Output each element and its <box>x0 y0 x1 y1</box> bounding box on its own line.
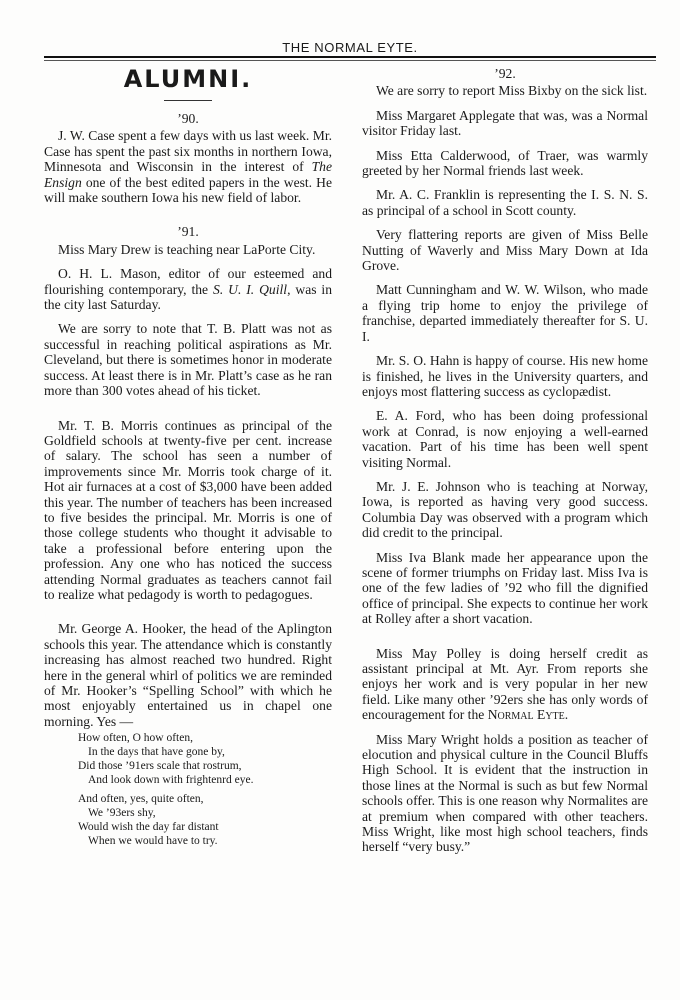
right-column <box>362 64 648 864</box>
title-divider <box>164 100 212 101</box>
publication-title: S. U. I. <box>213 281 255 297</box>
publication-title: The Ensign <box>44 159 332 190</box>
paragraph-blank: Miss Iva Blank made her appearance upon the scene of former triumphs on Friday last. Miss Iva is one of the few ladies of ’92 who fill the dignified office of principal. She expects to continue her work at Rolley after a short vacation. <box>362 549 648 627</box>
paragraph-text: O. H. L. Mason, editor of our esteemed and flourishing contemporary, the <box>44 266 332 297</box>
poem-line: When we would have to try. <box>88 835 218 848</box>
paragraph-case <box>44 128 332 205</box>
poem-stanza <box>78 792 332 848</box>
poem-line: Did those ’91ers scale that rostrum, <box>78 760 242 773</box>
paragraph-johnson: Mr. J. E. Johnson who is teaching at Norway, Iowa, is reported as having very good success. Columbia Day was observed with a program which did credit to the principal. <box>362 478 648 541</box>
poem-line: And often, yes, quite often, <box>78 793 204 806</box>
spacer <box>44 214 332 224</box>
paragraph-bixby: We are sorry to report Miss Bixby on the sick list. <box>376 83 648 99</box>
paragraph-drew: Miss Mary Drew is teaching near LaPorte City. <box>58 241 316 257</box>
paragraph-ford: E. A. Ford, who has been doing professional work at Conrad, is now enjoying a well-earned vacation. Part of his time has been well spent visiting Normal. <box>362 408 648 470</box>
paragraph-franklin: Mr. A. C. Franklin is representing the I. S. N. S. as principal of a school in Scott county. <box>362 187 648 218</box>
poem-line: And look down with frightenrd eye. <box>88 774 254 787</box>
poem-line: In the days that have gone by, <box>88 746 225 759</box>
paragraph-nutting: Very flattering reports are given of Miss Belle Nutting of Waverly and Miss Mary Down at Ida Grove. <box>362 227 648 274</box>
paragraph-mason <box>44 266 332 312</box>
year-heading-91: ’91. <box>177 224 199 240</box>
publication-title: Quill <box>259 281 288 297</box>
poem-line: How often, O how often, <box>78 732 193 745</box>
paragraph-text: J. W. Case spent a few days with us last week. Mr. Case has spent the past six months in northern Iowa, Minnesota and Wisconsin in the interest of <box>44 128 332 175</box>
poem <box>78 731 332 848</box>
left-column <box>44 64 332 853</box>
paragraph-hahn: Mr. S. O. Hahn is happy of course. His new home is finished, he lives in the University quarters, and enjoys most flattering success as cyclopædist. <box>362 353 648 399</box>
spacer <box>44 611 332 621</box>
paragraph-platt: We are sorry to note that T. B. Platt was not as successful in reaching political aspirations as Mr. Cleveland, but there is sometimes honor in moderate success. At least there is in Mr. Platt’s case as he ran more than 300 votes ahead of his ticket. <box>44 321 332 399</box>
paragraph-cunningham: Matt Cunningham and W. W. Wilson, who made a flying trip home to enjoy the privilege of franchise, departed immediately thereafter for S. U. I. <box>362 282 648 344</box>
paragraph-polley <box>362 646 648 723</box>
paragraph-calderwood: Miss Etta Calderwood, of Traer, was warmly greeted by her Normal friends last week. <box>362 147 648 179</box>
paragraph-morris: Mr. T. B. Morris continues as principal of the Goldfield schools at twenty-five per cent. increase of salary. The school has seen a number of improvements since Mr. Morris took charge of it. Hot air furnaces at a cost of $3,000 have been added this year. The number of teachers has been increased to five besides the principal. Mr. Morris is one of those college students who thought it advisable to take a professional before entering upon the profession. Any one who has noticed the success attending Normal graduates as teachers cannot fail to realize what pedagody is worth to pedagogues. <box>44 417 332 602</box>
publication-name: Normal Eyte <box>487 707 565 723</box>
header-rule-thick <box>44 56 656 58</box>
paragraph-text: one of the best edited papers in the west. He will make southern Iowa his new field of labor. <box>44 174 332 206</box>
section-title-alumni: ALUMNI. <box>123 65 253 93</box>
poem-stanza <box>78 731 332 787</box>
poem-line: Would wish the day far distant <box>78 821 219 834</box>
paragraph-text: Miss May Polley is doing herself credit as assistant principal at Mt. Ayr. From reports she enjoys her work and is very popular in her new field. Like many other ’92ers she has only words of encouragement for the <box>362 645 648 723</box>
running-head: THE NORMAL EYTE. <box>282 40 418 55</box>
year-heading-90: ’90. <box>177 111 199 126</box>
paragraph-hooker: Mr. George A. Hooker, the head of the Aplington schools this year. The attendance which is constantly increasing has almost reached two hundred. Right here in the general whirl of politics we are reminded of Mr. Hooker’s “Spelling School” with which he most enjoyably entertained us in chapel one morning. Yes — <box>44 621 332 729</box>
paragraph-text: , was in the city last Saturday. <box>44 281 332 313</box>
header-rule-thin <box>44 60 656 61</box>
spacer <box>362 636 648 646</box>
poem-line: We ’93ers shy, <box>88 807 156 820</box>
paragraph-text: . <box>564 707 569 723</box>
paragraph-applegate: Miss Margaret Applegate that was, was a Normal visitor Friday last. <box>362 107 648 139</box>
spacer <box>44 408 332 418</box>
paragraph-wright: Miss Mary Wright holds a position as teacher of elocution and physical culture in the Council Bluffs High School. It is evident that the instruction in those lines at the Normal is such as but few Normal schools offer. This is one reason why Normalites are at premium when compared with other teachers. Miss Wright, like most high school teachers, finds herself “very busy.” <box>362 731 648 855</box>
year-heading-92: ’92. <box>494 66 516 81</box>
